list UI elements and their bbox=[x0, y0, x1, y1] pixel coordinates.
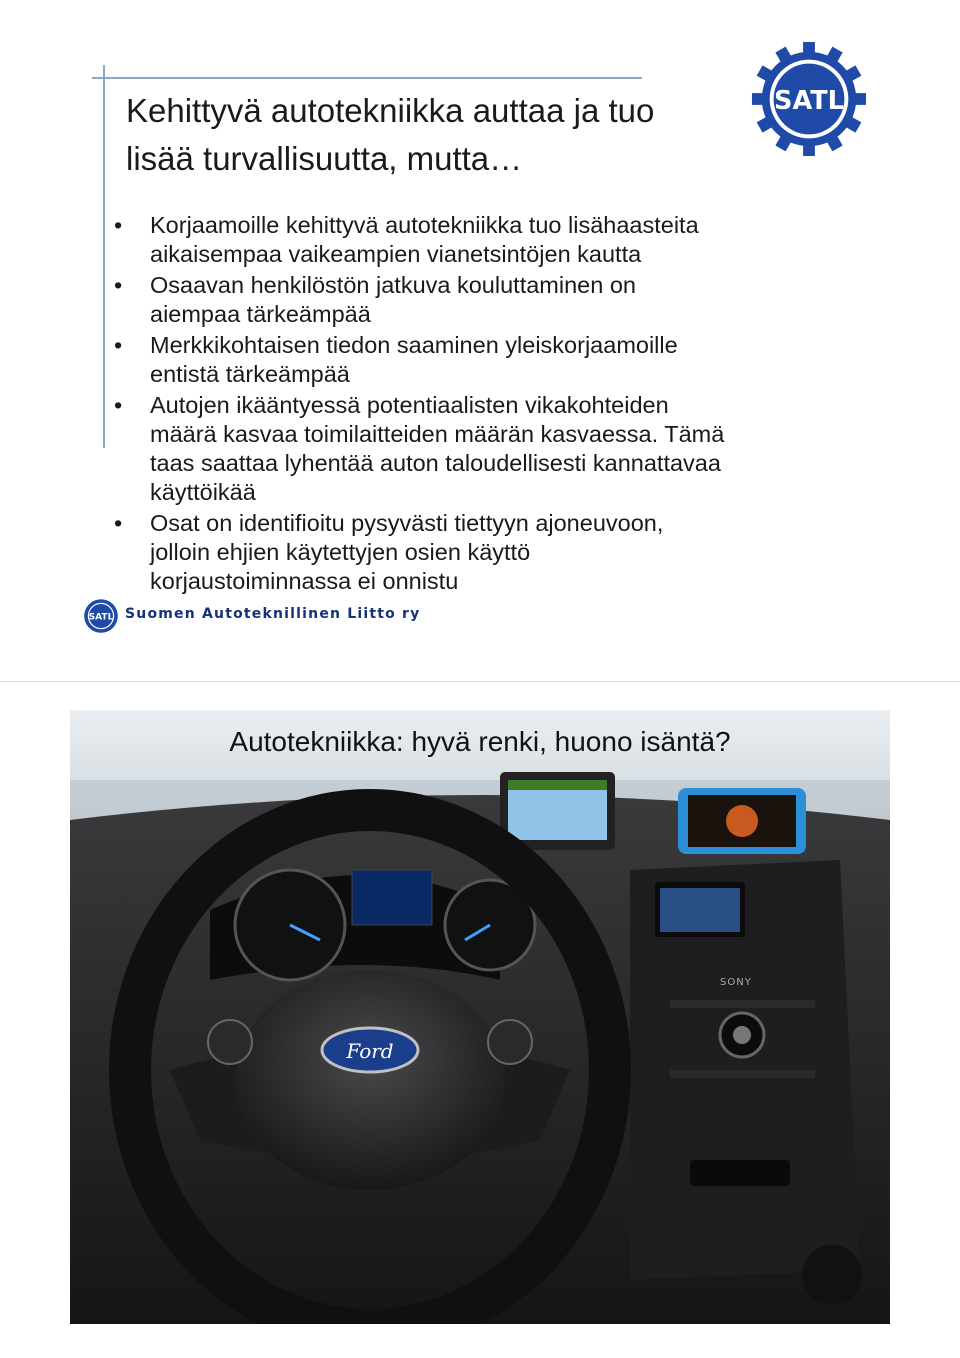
steering-wheel-hub bbox=[235, 970, 505, 1190]
bullet-text-line: käyttöikää bbox=[150, 479, 256, 505]
slide-2-title: Autotekniikka: hyvä renki, huono isäntä? bbox=[229, 726, 731, 757]
bullet-item bbox=[114, 331, 834, 389]
bullet-marker: • bbox=[114, 392, 123, 418]
bullet-marker: • bbox=[114, 272, 123, 298]
bullet-marker: • bbox=[114, 510, 123, 536]
bullet-text-line: Merkkikohtaisen tiedon saaminen yleiskorjaamoille bbox=[150, 332, 678, 358]
radio-brand-label: SONY bbox=[720, 977, 752, 988]
bullet-list bbox=[114, 211, 834, 598]
bullet-text-line: Osaavan henkilöstön jatkuva kouluttaminen on bbox=[150, 272, 636, 298]
bullet-text-line: aikaisempaa vaikeampien vianetsintöjen kautta bbox=[150, 241, 642, 267]
bullet-text-line: aiempaa tärkeämpää bbox=[150, 301, 371, 327]
left-wheel-buttons bbox=[208, 1020, 252, 1064]
decorative-vertical-line bbox=[103, 65, 105, 448]
right-wheel-buttons bbox=[488, 1020, 532, 1064]
bullet-item bbox=[114, 211, 834, 269]
climate-display bbox=[690, 1160, 790, 1186]
decorative-horizontal-line bbox=[92, 77, 642, 79]
bullet-text-line: jolloin ehjien käytettyjen osien käyttö bbox=[150, 539, 531, 565]
car-dashboard-photo bbox=[70, 710, 890, 1324]
slide-title-line: lisää turvallisuutta, mutta… bbox=[126, 140, 523, 177]
slide-2 bbox=[70, 710, 890, 1324]
footer-satl-logo bbox=[83, 598, 119, 634]
bullet-text-line: määrä kasvaa toimilaitteiden määrän kasvaessa. Tämä bbox=[150, 421, 725, 447]
bullet-item bbox=[114, 391, 834, 507]
gear-shifter bbox=[802, 1245, 862, 1305]
ford-emblem-text: Ford bbox=[346, 1039, 394, 1063]
bullet-text-line: korjaustoiminnassa ei onnistu bbox=[150, 568, 459, 594]
bullet-marker: • bbox=[114, 212, 123, 238]
bullet-marker: • bbox=[114, 332, 123, 358]
bullet-item bbox=[114, 271, 834, 329]
satl-gear-logo bbox=[750, 40, 868, 158]
bullet-text-line: Autojen ikääntyessä potentiaalisten vikakohteiden bbox=[150, 392, 669, 418]
slide-title bbox=[126, 87, 766, 183]
bullet-text-line: entistä tärkeämpää bbox=[150, 361, 350, 387]
slide-1 bbox=[0, 0, 960, 665]
slide-title-line: Kehittyvä autotekniikka auttaa ja tuo bbox=[126, 92, 655, 129]
footer-organization-name: Suomen Autoteknillinen Liitto ry bbox=[125, 606, 421, 622]
bullet-text-line: Osat on identifioitu pysyvästi tiettyyn ajoneuvoon, bbox=[150, 510, 664, 536]
footer-logo-text: SATL bbox=[88, 612, 114, 623]
bullet-text-line: taas saattaa lyhentää auton taloudellisesti kannattavaa bbox=[150, 450, 721, 476]
logo-text: SATL bbox=[774, 85, 844, 116]
slide-divider bbox=[0, 681, 960, 682]
cluster-display bbox=[352, 870, 432, 925]
bullet-item bbox=[114, 509, 834, 596]
bullet-text-line: Korjaamoille kehittyvä autotekniikka tuo lisähaasteita bbox=[150, 212, 699, 238]
